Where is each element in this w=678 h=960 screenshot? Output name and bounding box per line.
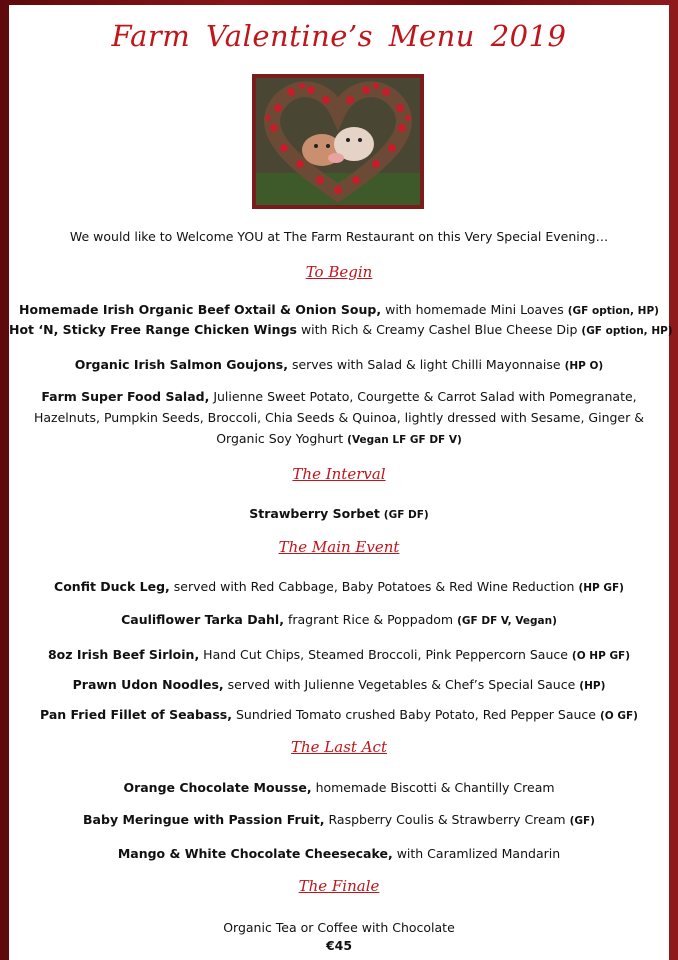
item-desc: served with Red Cabbage, Baby Potatoes & Red Wine Reduction bbox=[173, 579, 575, 594]
menu-item-strawberry-sorbet bbox=[9, 506, 669, 523]
menu-item-super-food-salad-line3 bbox=[9, 431, 669, 448]
item-desc: Organic Soy Yoghurt bbox=[216, 431, 344, 446]
item-desc: serves with Salad & light Chilli Mayonnaise bbox=[291, 357, 561, 372]
item-desc: fragrant Rice & Poppadom bbox=[287, 612, 454, 627]
section-the-interval: The Interval bbox=[292, 465, 386, 483]
item-name: Homemade Irish Organic Beef Oxtail & Onion Soup, bbox=[19, 302, 382, 317]
item-name: Pan Fried Fillet of Seabass, bbox=[40, 707, 232, 722]
menu-item-salmon-goujons bbox=[9, 357, 669, 374]
item-tags: (GF option, HP) bbox=[581, 325, 673, 337]
menu-item-tea-coffee: Organic Tea or Coffee with Chocolate bbox=[223, 920, 455, 935]
section-to-begin: To Begin bbox=[305, 263, 373, 281]
menu-item-seabass bbox=[9, 707, 669, 724]
valentine-pigs-photo bbox=[252, 74, 424, 209]
item-tags: (GF) bbox=[569, 815, 595, 827]
item-desc: Raspberry Coulis & Strawberry Cream bbox=[328, 812, 566, 827]
menu-price: €45 bbox=[325, 938, 353, 953]
menu-item-confit-duck bbox=[9, 579, 669, 596]
menu-item-beef-sirloin bbox=[9, 647, 669, 664]
item-name: Hot ‘N, Sticky Free Range Chicken Wings bbox=[9, 322, 297, 337]
menu-item-super-food-salad bbox=[9, 389, 669, 405]
item-name: Baby Meringue with Passion Fruit, bbox=[83, 812, 325, 827]
menu-item-udon-noodles bbox=[9, 677, 669, 694]
menu-item-chocolate-mousse bbox=[9, 780, 669, 796]
menu-item-oxtail-soup bbox=[9, 302, 669, 319]
item-tags: (GF DF) bbox=[383, 509, 429, 521]
item-name: Farm Super Food Salad, bbox=[41, 389, 210, 404]
welcome-text: We would like to Welcome YOU at The Farm Restaurant on this Very Special Evening… bbox=[69, 229, 609, 244]
section-the-last-act: The Last Act bbox=[291, 738, 387, 756]
menu-item-tarka-dahl bbox=[9, 612, 669, 629]
menu-item-baby-meringue bbox=[9, 812, 669, 829]
item-name: Strawberry Sorbet bbox=[249, 506, 380, 521]
item-name: Cauliflower Tarka Dahl, bbox=[121, 612, 284, 627]
item-desc: Julienne Sweet Potato, Courgette & Carrot Salad with Pomegranate, bbox=[213, 389, 637, 404]
menu-title: Farm Valentine’s Menu 2019 bbox=[111, 19, 567, 53]
item-tags: (GF DF V, Vegan) bbox=[457, 615, 557, 627]
item-name: Mango & White Chocolate Cheesecake, bbox=[117, 846, 393, 861]
item-desc: served with Julienne Vegetables & Chef’s Special Sauce bbox=[227, 677, 576, 692]
item-desc: with Rich & Creamy Cashel Blue Cheese Dip bbox=[300, 322, 578, 337]
item-tags: (GF option, HP) bbox=[567, 305, 659, 317]
item-tags: (O HP GF) bbox=[571, 650, 631, 662]
item-tags: (O GF) bbox=[599, 710, 638, 722]
item-tags: (HP GF) bbox=[578, 582, 624, 594]
item-desc: homemade Biscotti & Chantilly Cream bbox=[315, 780, 555, 795]
menu-item-super-food-salad-line2: Hazelnuts, Pumpkin Seeds, Broccoli, Chia Seeds & Quinoa, lightly dressed with Sesame, Ginger & bbox=[34, 410, 644, 425]
item-name: Organic Irish Salmon Goujons, bbox=[74, 357, 288, 372]
item-tags: (Vegan LF GF DF V) bbox=[347, 434, 462, 446]
item-name: Orange Chocolate Mousse, bbox=[123, 780, 312, 795]
menu-item-cheesecake bbox=[9, 846, 669, 862]
section-the-main-event: The Main Event bbox=[278, 538, 400, 556]
item-name: Prawn Udon Noodles, bbox=[72, 677, 224, 692]
heart-wreath-picture bbox=[256, 78, 420, 205]
item-tags: (HP) bbox=[579, 680, 606, 692]
item-desc: with Caramlized Mandarin bbox=[396, 846, 561, 861]
item-desc: Sundried Tomato crushed Baby Potato, Red Pepper Sauce bbox=[235, 707, 596, 722]
item-name: 8oz Irish Beef Sirloin, bbox=[47, 647, 200, 662]
item-desc: with homemade Mini Loaves bbox=[385, 302, 564, 317]
menu-item-chicken-wings bbox=[9, 322, 673, 339]
item-tags: (HP O) bbox=[564, 360, 604, 372]
item-desc: Hand Cut Chips, Steamed Broccoli, Pink Peppercorn Sauce bbox=[203, 647, 568, 662]
item-name: Confit Duck Leg, bbox=[54, 579, 170, 594]
menu-page bbox=[9, 5, 673, 960]
section-the-finale: The Finale bbox=[298, 877, 380, 895]
